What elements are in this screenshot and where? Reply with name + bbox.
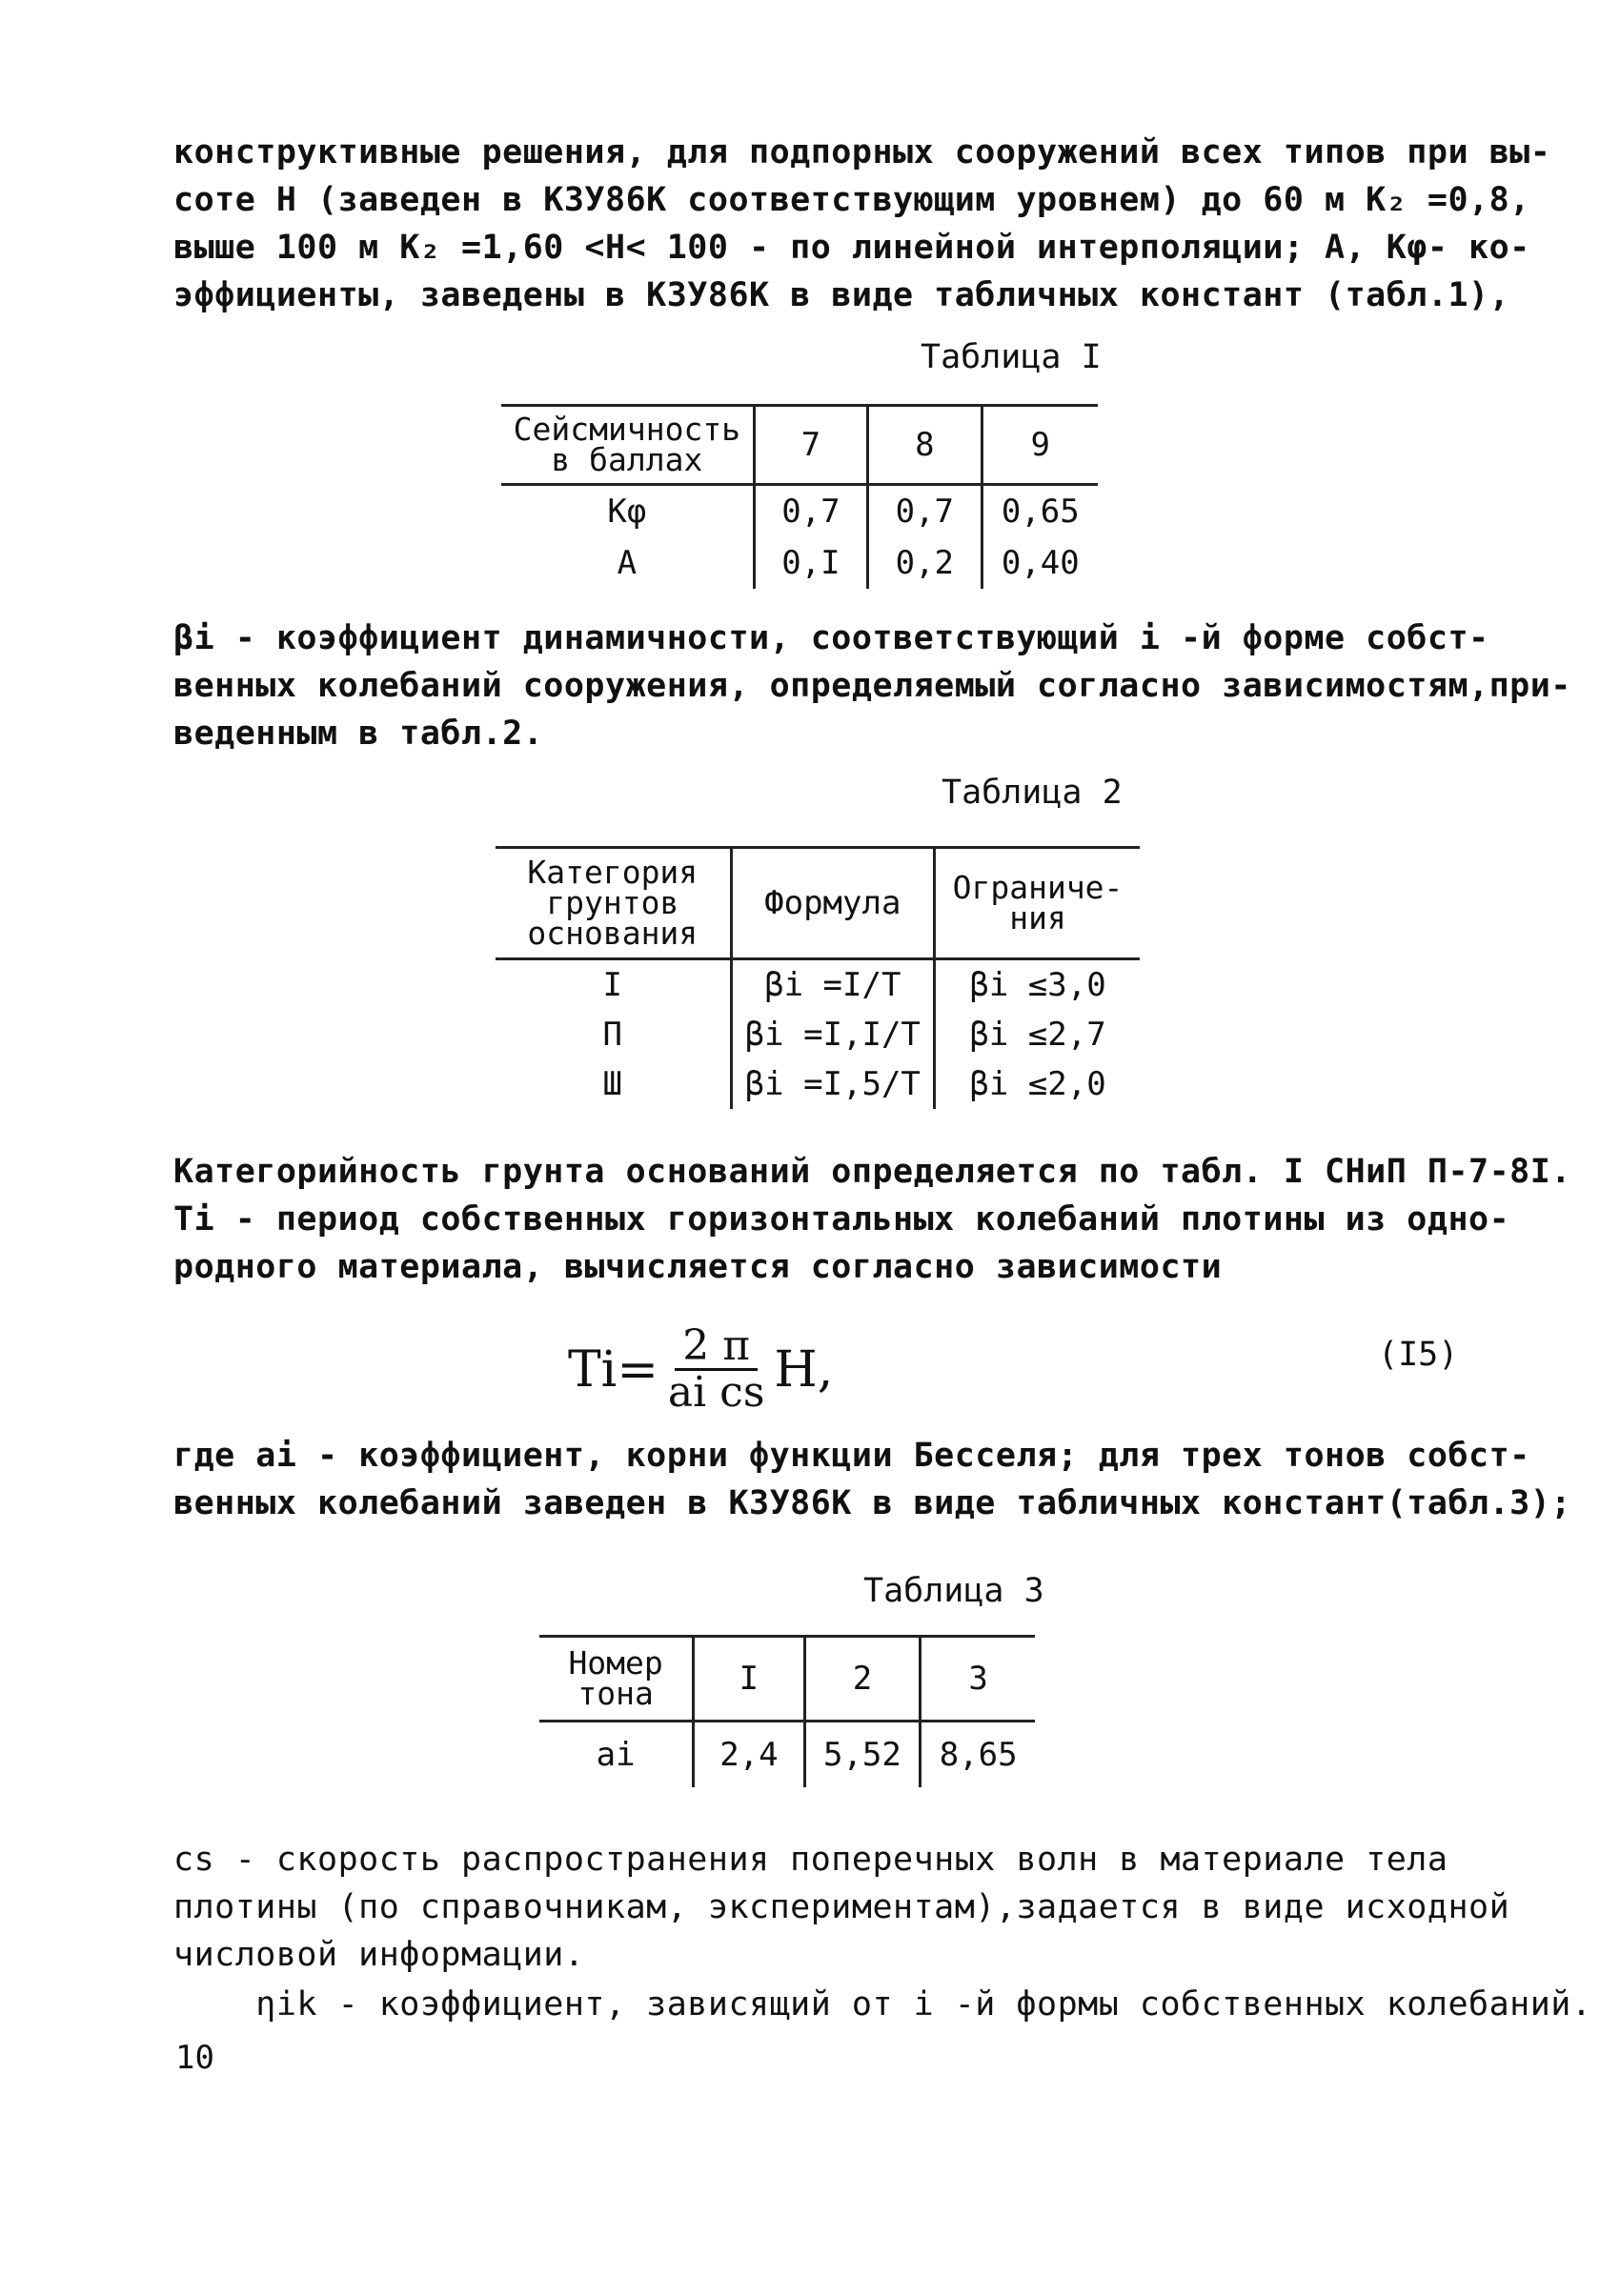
alpha-line: где ai - коэффициент, корни функции Бесселя; для трех тонов собст- bbox=[173, 1437, 1530, 1475]
table3-cell: 8,65 bbox=[939, 1736, 1018, 1774]
table2-cat: I bbox=[496, 959, 731, 1011]
period-line: родного материала, вычисляется согласно зависимости bbox=[173, 1248, 1223, 1286]
formula-denominator: ai cs bbox=[667, 1368, 765, 1417]
table2-header-cell: Ограниче-ния bbox=[935, 848, 1140, 959]
alpha-line: венных колебаний заведен в КЗУ86К в виде табличных констант(табл.3); bbox=[173, 1484, 1571, 1522]
table1-header-cell: 7 bbox=[754, 406, 867, 485]
table1-header-cell: 9 bbox=[982, 406, 1098, 485]
cs-line: cs - скорость распространения поперечных волн в материале тела bbox=[173, 1841, 1448, 1879]
table3-cell: 2,4 bbox=[694, 1722, 804, 1788]
table2-formula: βi =I,5/T bbox=[731, 1059, 935, 1109]
table2-limit: βi ≤2,0 bbox=[969, 1065, 1106, 1103]
table1-row-label: Kφ bbox=[501, 485, 754, 538]
intro-line: соте H (заведен в КЗУ86К соответствующим уровнем) до 60 м K₂ =0,8, bbox=[173, 181, 1530, 219]
table1-caption: Таблица I bbox=[921, 338, 1102, 376]
table3-header-cell: 3 bbox=[921, 1637, 1035, 1722]
table3-header-cell: 2 bbox=[804, 1637, 921, 1722]
period-line: Ti - период собственных горизонтальных колебаний плотины из одно- bbox=[173, 1200, 1510, 1239]
intro-line: конструктивные решения, для подпорных сооружений всех типов при вы- bbox=[173, 133, 1551, 171]
table2 bbox=[496, 846, 1140, 1109]
table1-cell: 0,7 bbox=[868, 485, 982, 538]
beta-line: βi - коэффициент динамичности, соответствующий i -й форме собст- bbox=[173, 619, 1489, 657]
table1-cell: 0,2 bbox=[868, 537, 982, 589]
period-line: Категорийность грунта оснований определяется по табл. I СНиП П-7-8I. bbox=[173, 1153, 1571, 1191]
cs-line: числовой информации. bbox=[173, 1936, 585, 1974]
cs-line: ηik - коэффициент, зависящий от i -й формы собственных колебаний. bbox=[173, 1985, 1592, 2024]
intro-line: выше 100 м K₂ =1,60 <H< 100 - по линейной интерполяции; A, Kφ- ко- bbox=[173, 229, 1530, 267]
intro-line: эффициенты, заведены в КЗУ86К в виде табличных констант (табл.1), bbox=[173, 276, 1510, 314]
table1-header-cell: 8 bbox=[868, 406, 982, 485]
formula-lhs: Ti= bbox=[568, 1340, 658, 1399]
table2-caption: Таблица 2 bbox=[942, 774, 1123, 812]
table3 bbox=[539, 1635, 1035, 1787]
table1-cell: 0,40 bbox=[1001, 544, 1080, 582]
formula-i5 bbox=[568, 1321, 834, 1417]
beta-line: венных колебаний сооружения, определяемый согласно зависимостям,при- bbox=[173, 667, 1571, 705]
table3-cell: 5,52 bbox=[804, 1722, 921, 1788]
page-number: 10 bbox=[175, 2039, 214, 2077]
table2-header-cell: Категория грунтов основания bbox=[496, 848, 731, 959]
formula-rhs: H, bbox=[774, 1340, 834, 1399]
table3-header-cell: Номер тона bbox=[539, 1637, 694, 1722]
table2-cat: Ш bbox=[496, 1059, 731, 1109]
table2-formula: βi =I/T bbox=[731, 959, 935, 1011]
table1-row-label: A bbox=[501, 537, 754, 589]
formula-fraction bbox=[667, 1321, 765, 1417]
formula-number: (I5) bbox=[1378, 1336, 1459, 1374]
table2-limit: βi ≤2,7 bbox=[969, 1016, 1106, 1054]
table3-header-cell: I bbox=[694, 1637, 804, 1722]
cs-line: плотины (по справочникам, экспериментам),задается в виде исходной bbox=[173, 1888, 1510, 1926]
table1-cell: 0,I bbox=[754, 537, 867, 589]
table3-caption: Таблица 3 bbox=[863, 1572, 1044, 1610]
formula-numerator: 2 π bbox=[675, 1324, 758, 1371]
table1 bbox=[501, 404, 1098, 589]
table1-cell: 0,7 bbox=[754, 485, 867, 538]
table2-formula: βi =I,I/T bbox=[731, 1010, 935, 1059]
table1-cell: 0,65 bbox=[1001, 493, 1080, 531]
beta-line: веденным в табл.2. bbox=[173, 715, 544, 753]
table1-header-cell: Сейсмичность в баллах bbox=[501, 406, 754, 485]
table2-cat: П bbox=[496, 1010, 731, 1059]
table2-header-cell: Формула bbox=[731, 848, 935, 959]
table3-row-label: ai bbox=[539, 1722, 694, 1788]
table2-limit: βi ≤3,0 bbox=[969, 966, 1106, 1004]
